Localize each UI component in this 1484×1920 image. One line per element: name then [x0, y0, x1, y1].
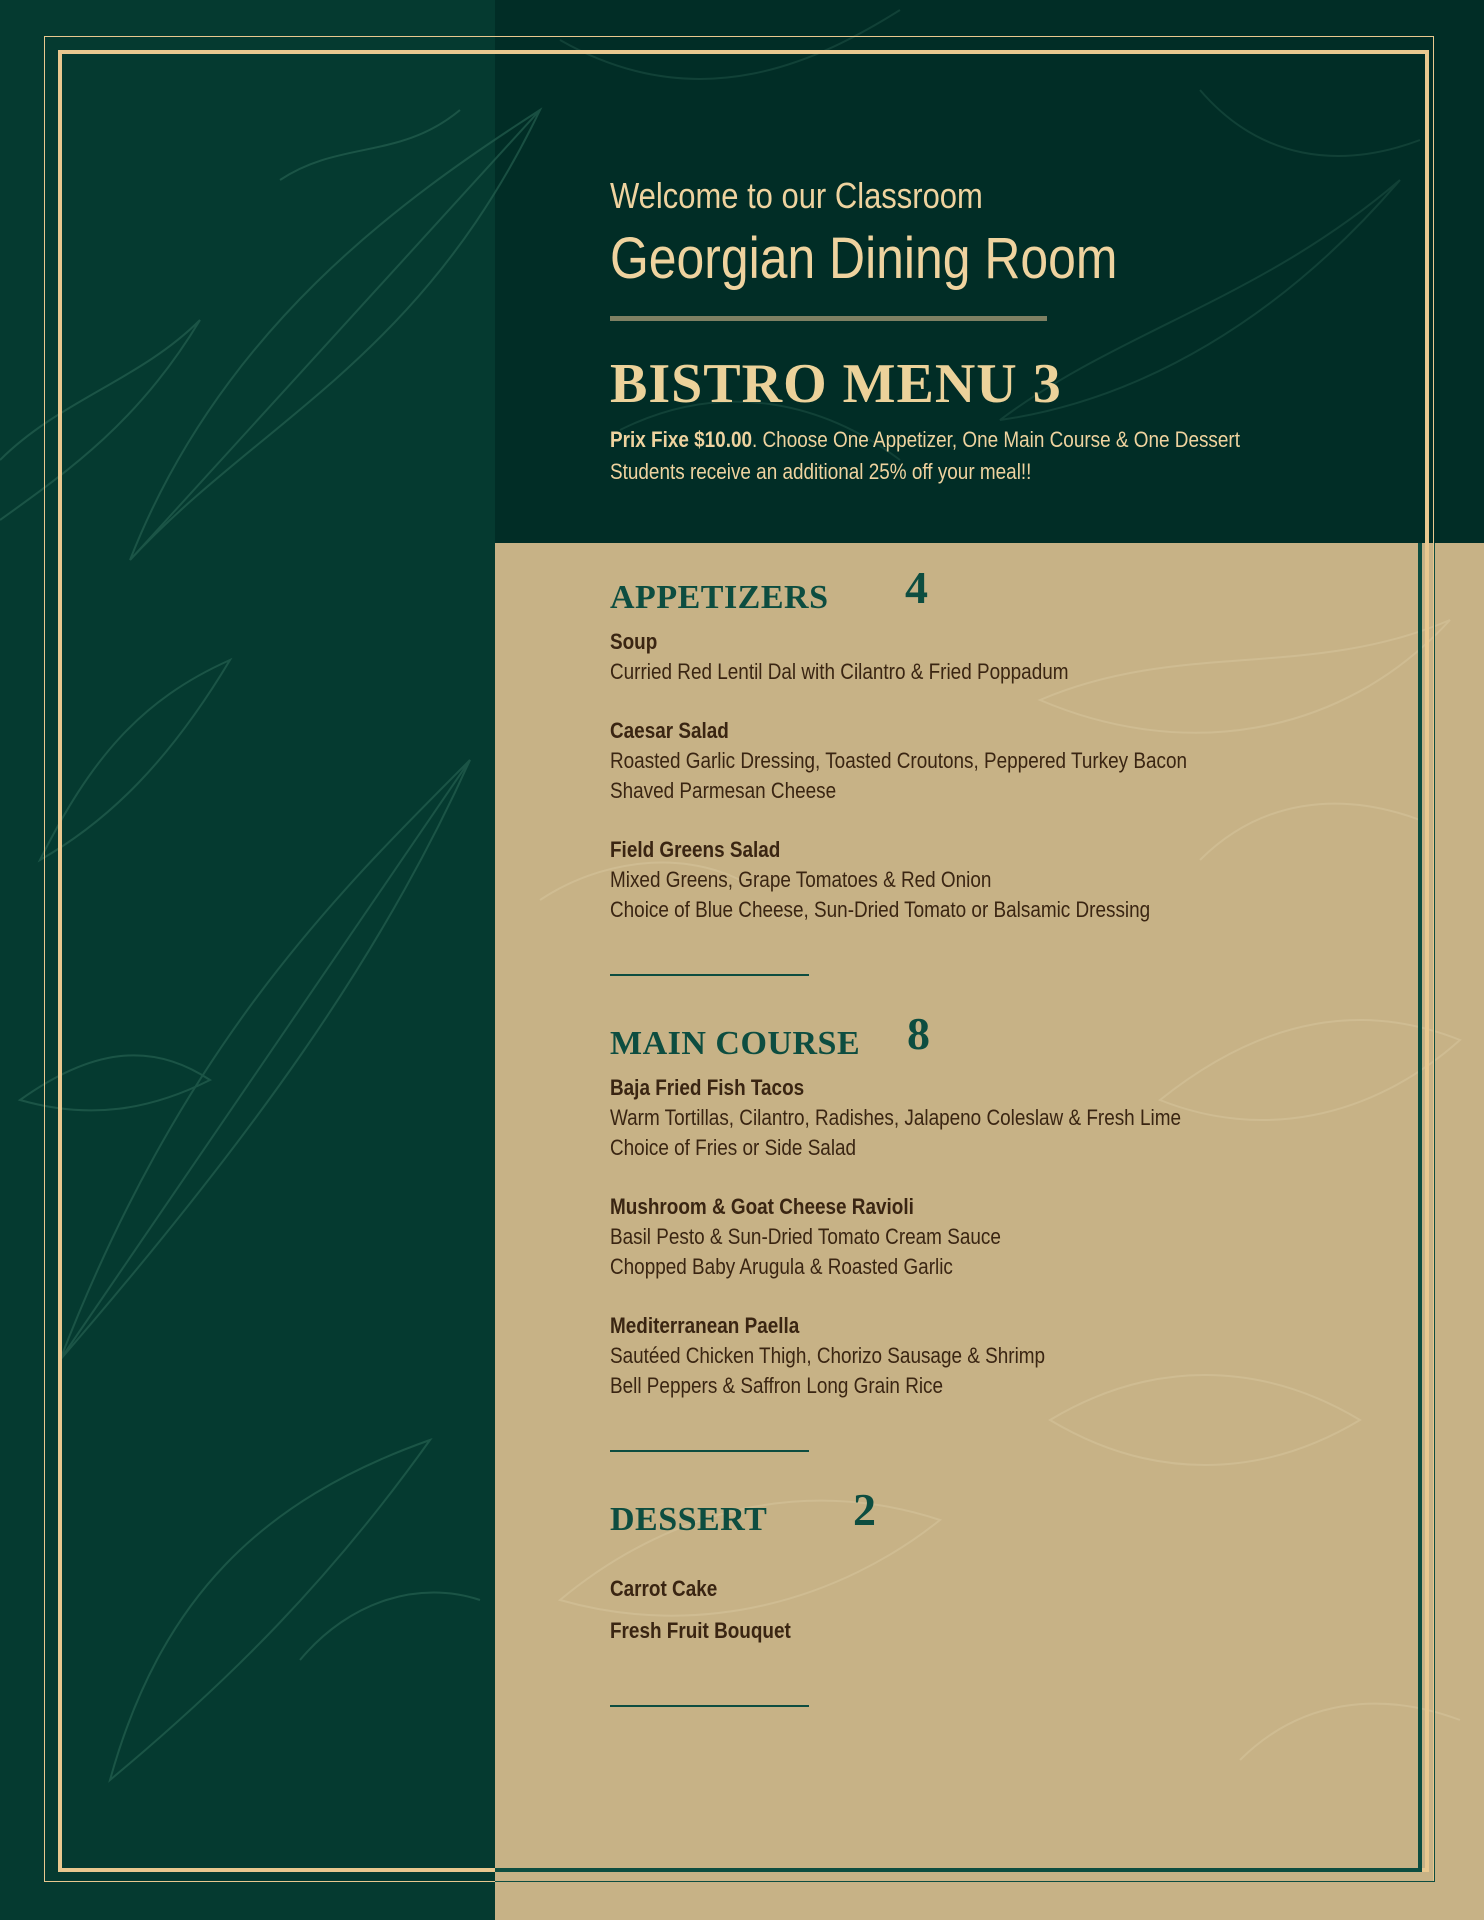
menu-item-name: Fresh Fruit Bouquet [610, 1618, 791, 1643]
menu-item-description: Shaved Parmesan Cheese [610, 778, 837, 803]
section-name: DESSERT [610, 1501, 768, 1538]
menu-item-name: Mushroom & Goat Cheese Ravioli [610, 1194, 914, 1219]
menu-item-description: Basil Pesto & Sun-Dried Tomato Cream Sauce [610, 1224, 1001, 1249]
menu-title: BISTRO MENU 3 [610, 353, 1062, 415]
section-name: MAIN COURSE [610, 1025, 861, 1062]
section-heading-main-course [610, 1008, 930, 1063]
menu-item-name: Carrot Cake [610, 1576, 718, 1601]
section-count: 4 [905, 562, 928, 613]
section-divider [610, 974, 809, 976]
section-heading-dessert [610, 1484, 876, 1539]
section-divider [610, 1705, 809, 1707]
menu-item-description: Choice of Fries or Side Salad [610, 1135, 857, 1160]
venue-title: Georgian Dining Room [610, 226, 1118, 291]
student-discount: Students receive an additional 25% off your meal!! [610, 459, 1032, 484]
section-count: 8 [907, 1008, 930, 1059]
menu-item-name: Field Greens Salad [610, 837, 781, 862]
menu-item-description: Mixed Greens, Grape Tomatoes & Red Onion [610, 867, 992, 892]
section-count: 2 [853, 1484, 876, 1535]
menu-item-description: Bell Peppers & Saffron Long Grain Rice [610, 1373, 944, 1398]
prix-fixe-price: Prix Fixe $10.00 [610, 427, 753, 452]
section-name: APPETIZERS [610, 579, 829, 616]
menu-item-description: Roasted Garlic Dressing, Toasted Croutons, Peppered Turkey Bacon [610, 748, 1188, 773]
menu-item-name: Soup [610, 629, 658, 654]
menu-item-description: Chopped Baby Arugula & Roasted Garlic [610, 1254, 953, 1279]
prix-fixe-instructions: . Choose One Appetizer, One Main Course & One Dessert [752, 427, 1240, 452]
prix-fixe-text [610, 424, 1240, 488]
menu-item-name: Caesar Salad [610, 718, 729, 743]
header-divider [610, 316, 1047, 321]
welcome-text: Welcome to our Classroom [610, 175, 983, 216]
menu-item-description: Curried Red Lentil Dal with Cilantro & Fried Poppadum [610, 659, 1069, 684]
section-heading-appetizers [610, 562, 928, 617]
menu-item-description: Sautéed Chicken Thigh, Chorizo Sausage & Shrimp [610, 1343, 1046, 1368]
section-divider [610, 1450, 809, 1452]
menu-item-description: Warm Tortillas, Cilantro, Radishes, Jalapeno Coleslaw & Fresh Lime [610, 1105, 1181, 1130]
menu-item-description: Choice of Blue Cheese, Sun-Dried Tomato or Balsamic Dressing [610, 897, 1151, 922]
menu-item-name: Mediterranean Paella [610, 1313, 800, 1338]
menu-item-name: Baja Fried Fish Tacos [610, 1075, 805, 1100]
